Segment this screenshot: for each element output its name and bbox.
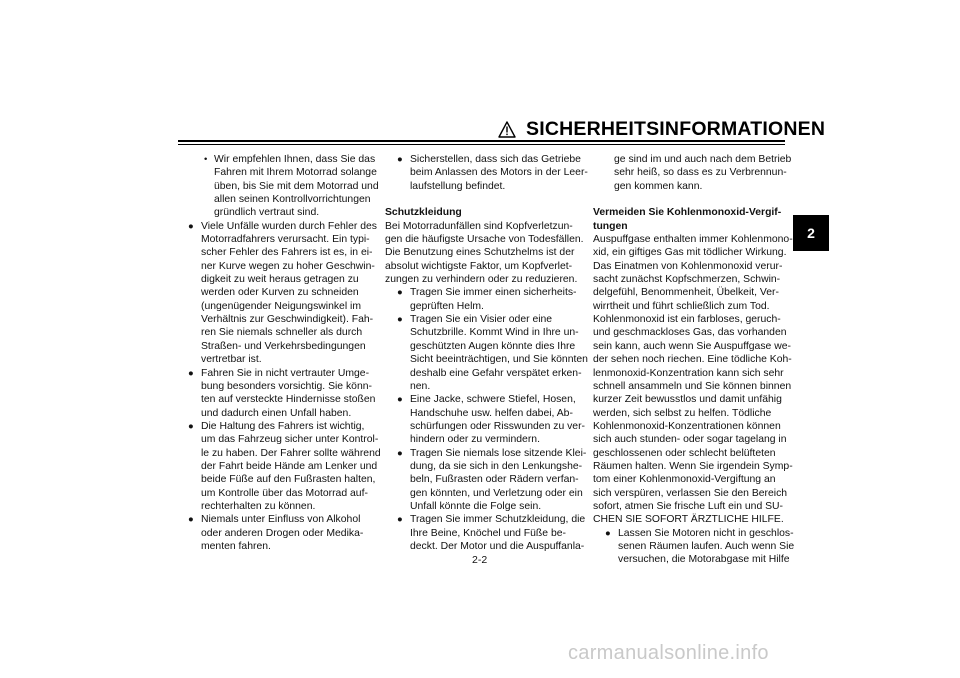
page-title: SICHERHEITSINFORMATIONEN bbox=[526, 117, 826, 140]
list-item bbox=[385, 447, 587, 514]
bullet-circle-icon: ● bbox=[188, 514, 194, 526]
text-line: üben, bis Sie mit dem Motorrad und bbox=[214, 180, 379, 192]
section-heading: Vermeiden Sie Kohlenmonoxid-Vergif- bbox=[593, 207, 782, 219]
text-line: der Fahrt beide Hände am Lenker und bbox=[201, 460, 378, 472]
text-line: oder anderen Drogen oder Medika- bbox=[201, 527, 364, 539]
text-line: allen seinen Kontrollvorrichtungen bbox=[214, 194, 371, 206]
text-line: Niemals unter Einfluss von Alkohol bbox=[201, 514, 361, 526]
column-3 bbox=[593, 153, 795, 567]
text-line: bung besonders vorsichtig. Sie könn- bbox=[201, 380, 372, 392]
bullet-circle-icon: ● bbox=[188, 420, 194, 432]
text-line: vertretbar ist. bbox=[201, 354, 262, 366]
column-2 bbox=[385, 153, 588, 553]
bullet-circle-icon: ● bbox=[397, 314, 403, 326]
list-item bbox=[188, 420, 381, 513]
text-line: sofort, atmen Sie frische Luft ein und SU- bbox=[593, 500, 784, 512]
column-1 bbox=[188, 153, 381, 553]
text-line: absolut wichtigste Faktor, um Kopfverlet- bbox=[385, 260, 573, 272]
list-item bbox=[385, 286, 581, 313]
chapter-tab: 2 bbox=[793, 215, 829, 251]
page-number: 2-2 bbox=[472, 554, 488, 566]
text-line: beim Anlassen des Motors in der Leer- bbox=[410, 167, 588, 179]
text-line: Kohlenmonoxid ist ein farbloses, geruch- bbox=[593, 314, 781, 326]
warning-triangle-icon bbox=[498, 121, 516, 138]
bullet-circle-icon: ● bbox=[397, 514, 403, 526]
text-line: gen kommen kann. bbox=[614, 180, 703, 192]
text-line: beide Füße auf den Fußrasten halten, bbox=[201, 474, 376, 486]
list-item bbox=[385, 393, 586, 446]
text-line: wirrtheit und führt schließlich zum Tod. bbox=[593, 300, 770, 312]
text-line: geprüften Helm. bbox=[410, 300, 484, 312]
bullet-dot-icon: • bbox=[204, 154, 208, 165]
text-line: hindern oder zu vermindern. bbox=[410, 434, 540, 446]
text-line: deshalb eine Gefahr verspätet erken- bbox=[410, 367, 582, 379]
list-item bbox=[188, 153, 378, 220]
text-line: Verhältnis zur Geschwindigkeit). Fah- bbox=[201, 314, 374, 326]
text-line: sein kann, auch wenn Sie Auspuffgase we- bbox=[593, 340, 791, 352]
bullet-circle-icon: ● bbox=[605, 527, 611, 539]
bullet-circle-icon: ● bbox=[397, 287, 403, 299]
watermark-text: carmanualsonline.info bbox=[568, 642, 769, 664]
text-line: xid, ein giftiges Gas mit tödlicher Wirkung. bbox=[593, 247, 787, 259]
text-line: der sehen noch riechen. Eine tödliche Koh- bbox=[593, 354, 792, 366]
text-line: deckt. Der Motor und die Auspuffanla- bbox=[410, 540, 585, 552]
text-line: Viele Unfälle wurden durch Fehler des bbox=[201, 220, 377, 232]
text-line: Räumen halten. Wenn Sie irgendein Symp- bbox=[593, 460, 793, 472]
bullet-circle-icon: ● bbox=[188, 220, 194, 232]
bullet-circle-icon: ● bbox=[188, 367, 194, 379]
text-line: ten auf versteckte Hindernisse stoßen bbox=[201, 394, 376, 406]
text-line: kurzer Zeit bewusstlos und damit unfähig bbox=[593, 394, 782, 406]
text-line: Tragen Sie ein Visier oder eine bbox=[410, 314, 553, 326]
text-line: zungen zu verhindern oder zu reduzieren. bbox=[385, 274, 578, 286]
text-line: Kohlenmonoxid-Konzentrationen können bbox=[593, 420, 781, 432]
bullet-circle-icon: ● bbox=[397, 394, 403, 406]
text-line: sehr heiß, so dass es zu Verbrennun- bbox=[614, 167, 787, 179]
text-line: sich verspüren, verlassen Sie den Bereich bbox=[593, 487, 788, 499]
text-line: digkeit zu weit heraus getragen zu bbox=[201, 274, 359, 286]
text-line: nen. bbox=[410, 380, 431, 392]
text-line: und geschmackloses Gas, das vorhanden bbox=[593, 327, 787, 339]
header-rule-thick bbox=[178, 140, 785, 142]
text-line: Straßen- und Verkehrsbedingungen bbox=[201, 340, 366, 352]
text-line: Das Einatmen von Kohlenmonoxid verur- bbox=[593, 260, 783, 272]
text-line: gründlich vertraut sind. bbox=[214, 207, 320, 219]
text-line: Fahren mit Ihrem Motorrad solange bbox=[214, 167, 377, 179]
text-line: ge sind im und auch nach dem Betrieb bbox=[614, 154, 792, 165]
text-line: werden oder Kurven zu schneiden bbox=[201, 287, 359, 299]
text-line: sacht zunächst Kopfschmerzen, Schwin- bbox=[593, 274, 781, 286]
text-line: geschützten Augen könnte dies Ihre bbox=[410, 340, 576, 352]
text-line: CHEN SIE SOFORT ÄRZTLICHE HILFE. bbox=[593, 514, 784, 526]
text-line: Lassen Sie Motoren nicht in geschlos- bbox=[618, 527, 794, 539]
text-line: Die Benutzung eines Schutzhelms ist der bbox=[385, 247, 575, 259]
text-line: Eine Jacke, schwere Stiefel, Hosen, bbox=[410, 394, 576, 406]
page-header bbox=[498, 116, 825, 142]
text-line: delgefühl, Benommenheit, Übelkeit, Ver- bbox=[593, 287, 779, 299]
text-line: gen könnten, und Verletzung oder ein bbox=[410, 487, 583, 499]
continuation-text bbox=[593, 153, 792, 193]
text-line: schürfungen oder Risswunden zu ver- bbox=[410, 420, 586, 432]
text-line: ner Kurve wegen zu hoher Geschwin- bbox=[201, 260, 375, 272]
text-line: versuchen, die Motorabgase mit Hilfe bbox=[618, 554, 790, 566]
text-line: menten fahren. bbox=[201, 540, 271, 552]
list-item bbox=[188, 220, 378, 367]
text-line: Tragen Sie niemals lose sitzende Klei- bbox=[410, 447, 587, 459]
list-item bbox=[385, 313, 588, 393]
bullet-circle-icon: ● bbox=[397, 447, 403, 459]
text-line: Tragen Sie immer einen sicherheits- bbox=[410, 287, 577, 299]
text-line: laufstellung befindet. bbox=[410, 180, 506, 192]
text-line: gen die häufigste Ursache von Todesfällen. bbox=[385, 234, 584, 246]
text-line: Wir empfehlen Ihnen, dass Sie das bbox=[214, 154, 376, 165]
text-line: um Kontrolle über das Motorrad auf- bbox=[201, 487, 368, 499]
text-line: ren Sie niemals schneller als durch bbox=[201, 327, 363, 339]
text-line: Schutzbrille. Kommt Wind in Ihre un- bbox=[410, 327, 579, 339]
text-line: Ihre Beine, Knöchel und Füße be- bbox=[410, 527, 566, 539]
text-line: le zu haben. Der Fahrer sollte während bbox=[201, 447, 381, 459]
list-item bbox=[385, 513, 586, 553]
text-line: (ungenügender Neigungswinkel im bbox=[201, 300, 361, 312]
text-line: Tragen Sie immer Schutzkleidung, die bbox=[410, 514, 586, 526]
text-line: Sicherstellen, dass sich das Getriebe bbox=[410, 154, 581, 165]
list-item bbox=[385, 153, 588, 193]
text-line: tom einer Kohlenmonoxid-Vergiftung an bbox=[593, 474, 776, 486]
text-line: Fahren Sie in nicht vertrauter Umge- bbox=[201, 367, 370, 379]
text-line: Unfall könnte die Folge sein. bbox=[410, 500, 542, 512]
text-line: Sicht beeinträchtigen, und Sie könnten bbox=[410, 354, 588, 366]
text-line: beln, Fußrasten oder Rädern verfan- bbox=[410, 474, 579, 486]
text-line: Handschuhe usw. helfen dabei, Ab- bbox=[410, 407, 573, 419]
text-line: Bei Motorradunfällen sind Kopfverletzun- bbox=[385, 220, 573, 232]
header-rule-thin bbox=[178, 144, 785, 145]
text-line: Die Haltung des Fahrers ist wichtig, bbox=[201, 420, 365, 432]
text-line: scher Fehler des Fahrers ist es, in ei- bbox=[201, 247, 373, 259]
list-item bbox=[188, 367, 378, 420]
text-line: und dadurch einen Unfall haben. bbox=[201, 407, 352, 419]
text-line: schnell ansammeln und Sie können binnen bbox=[593, 380, 792, 392]
list-item bbox=[593, 527, 795, 567]
text-line: senen Räumen laufen. Auch wenn Sie bbox=[618, 540, 795, 552]
section-heading: Schutzkleidung bbox=[385, 207, 462, 219]
text-line: um das Fahrzeug sicher unter Kontrol- bbox=[201, 434, 379, 446]
text-line: lenmonoxid-Konzentration kann sich sehr bbox=[593, 367, 784, 379]
list-item bbox=[188, 513, 378, 553]
text-line: rechterhalten zu können. bbox=[201, 500, 316, 512]
section-heading: tungen bbox=[593, 220, 628, 232]
text-line: geschlossenen oder schlecht belüfteten bbox=[593, 447, 776, 459]
text-line: dung, da sie sich in den Lenkungshe- bbox=[410, 460, 583, 472]
text-line: sich auch stunden- oder sogar tagelang in bbox=[593, 434, 787, 446]
text-line: Auspuffgase enthalten immer Kohlenmono- bbox=[593, 234, 793, 246]
bullet-circle-icon: ● bbox=[397, 154, 403, 165]
text-line: Motorradfahrers verursacht. Ein typi- bbox=[201, 234, 370, 246]
text-line: werden, sich selbst zu helfen. Tödliche bbox=[593, 407, 772, 419]
